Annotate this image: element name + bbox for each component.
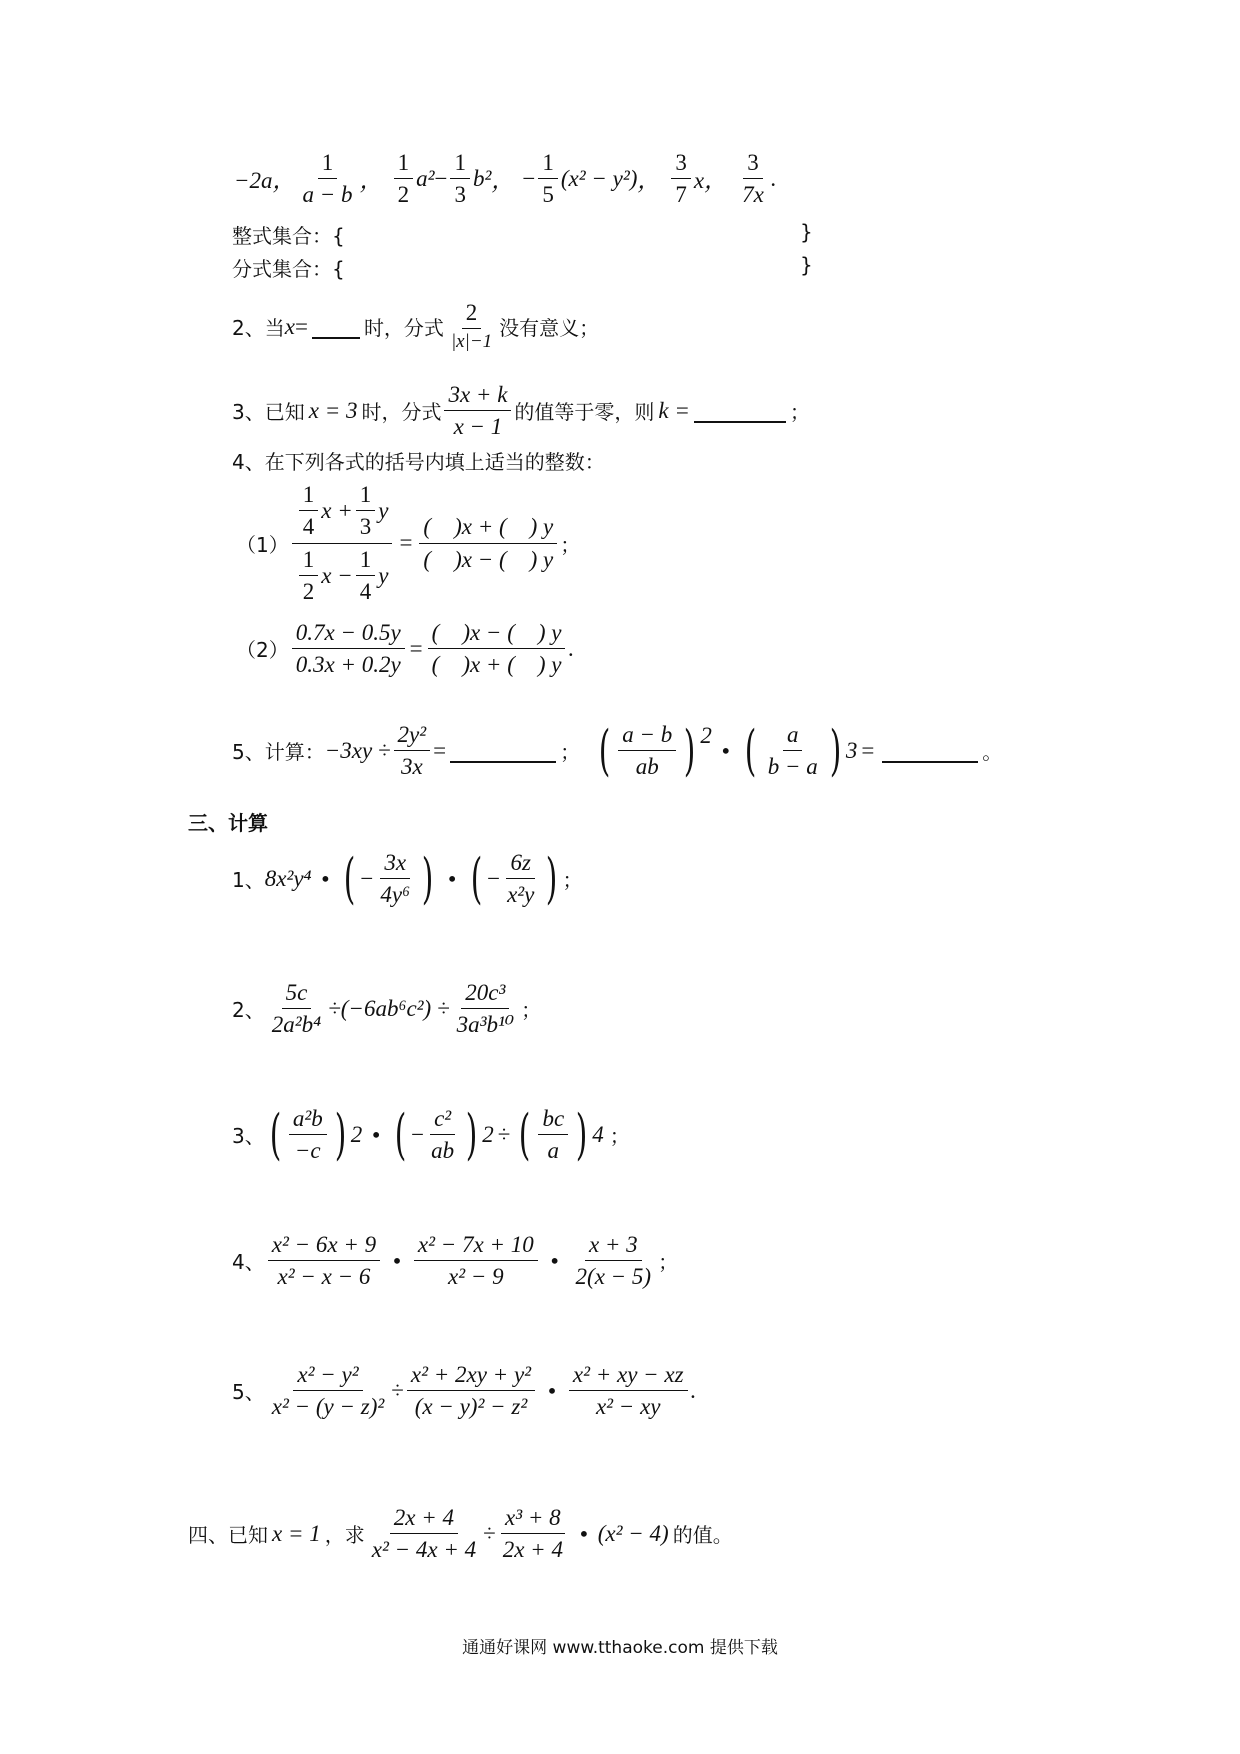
calc-4-fraction-3: $\frac{x + 3}{2(x - 5)}$ xyxy=(575,1232,652,1290)
integral-set-label: 整式集合：{ xyxy=(232,224,345,248)
sec4-fraction-2: $\frac{\text{x³ + 8}}{2x + 4}$ xyxy=(502,1505,563,1563)
answer-blank-q5a[interactable] xyxy=(450,739,556,763)
q2-fraction: $\frac{2}{|x|-1}$ xyxy=(450,300,493,353)
answer-blank-q2[interactable] xyxy=(312,315,360,339)
q1-fraction-6: $\frac{3}{7x}$ xyxy=(742,150,764,208)
integral-set-close: } xyxy=(800,220,813,244)
q1-fraction-5: $\frac{3}{7}$ xyxy=(671,150,691,208)
q1-expression-line: −2a， $\frac{1}{a - b}$ ， $\frac{1}{2}$ a² − $\frac{1}{3}$ b² ， − $\frac{1}{5}$ (x² − y²) ， $\frac{3}{7}$ x， $\frac{3}{7x}$ . xyxy=(234,150,777,208)
calc-5-fraction-2: $\frac{\text{x² + 2xy + y²}}{\text{(x − y)² − z²}}$ xyxy=(407,1362,535,1420)
calc-2: 2、 $\frac{5c}{\text{2a²b⁴}}$ ÷(−6ab⁶c²) ÷ $\frac{\text{20c³}}{\text{3a³b¹⁰}}$ ； xyxy=(232,980,542,1038)
calc-4-fraction-1: $\frac{\text{x² − 6x + 9}}{\text{x² − x − 6}}$ xyxy=(268,1232,380,1290)
q1-fraction-1: $\frac{1}{a - b}$ xyxy=(302,150,353,208)
q4-1-rhs-fraction[interactable]: $\frac{( )x + ( ) y}{( )x - ( ) y}$ xyxy=(419,514,557,572)
section-3-title: 三、计算 xyxy=(188,811,268,835)
calc-2-fraction-2: $\frac{\text{20c³}}{\text{3a³b¹⁰}}$ xyxy=(456,980,515,1038)
q4-2-lhs-fraction: $\frac{0.7x - 0.5y}{0.3x + 0.2y}$ xyxy=(292,620,405,678)
question-2: 2、当 x = 时，分式 $\frac{2}{|x|-1}$ 没有意义； xyxy=(232,300,600,353)
q5-fraction-2: $\frac{a - b}{ab}$ xyxy=(618,722,676,780)
calc-4: 4、 $\frac{\text{x² − 6x + 9}}{\text{x² − x − 6}}$ • $\frac{\text{x² − 7x + 10}}{\text{x² − 9}}$ • $\frac{x + 3}{2(x - 5)}$ ； xyxy=(232,1232,679,1290)
calc-3-fraction-3: $\frac{bc}{a}$ xyxy=(538,1106,568,1164)
calc-1-fraction-2: $\frac{6z}{\text{x²y}}$ xyxy=(507,850,535,908)
q1-term-1: −2a， xyxy=(234,168,296,194)
calc-2-fraction-1: $\frac{5c}{\text{2a²b⁴}}$ xyxy=(271,980,322,1038)
question-5: 5、计算： −3xy ÷ $\frac{\text{2y²}}{3x}$ = ； ( $\frac{a - b}{ab}$ ) 2 • ( $\frac{a}{b - a}$ ) 3 = 。 xyxy=(232,718,1003,782)
calc-1: 1、 8x²y⁴ • ( − $\frac{3x}{\text{4y⁶}}$ ) • ( − $\frac{6z}{\text{x²y}}$ ) ； xyxy=(232,846,583,910)
calc-5-fraction-1: $\frac{\text{x² − y²}}{\text{x² − (y − z)²}}$ xyxy=(271,1362,385,1420)
answer-blank-q3[interactable] xyxy=(694,399,786,423)
q4-1-complex-fraction: $\frac{1}{4}$ x + $\frac{1}{3}$ y $\frac{1}{2}$ x − $\frac{1}{4}$ y xyxy=(292,482,393,604)
q1-fraction-4: $\frac{1}{5}$ xyxy=(538,150,558,208)
footer-credit: 通通好课网 www.tthaoke.com 提供下载 xyxy=(462,1638,778,1658)
fraction-set-close: } xyxy=(800,253,813,277)
question-3: 3、已知 x = 3 时，分式 $\frac{3x + k}{x - 1}$ 的值等于零，则 k = ； xyxy=(232,382,810,440)
calc-1-fraction-1: $\frac{3x}{\text{4y⁶}}$ xyxy=(380,850,411,908)
answer-blank-q5b[interactable] xyxy=(882,739,978,763)
sec4-fraction-1: $\frac{2x + 4}{\text{x² − 4x + 4}}$ xyxy=(371,1505,477,1563)
calc-5: 5、 $\frac{\text{x² − y²}}{\text{x² − (y − z)²}}$ ÷ $\frac{\text{x² + 2xy + y²}}{\text{(x − y)² − z²}}$ • $\frac{\text{x² + xy − xz}}{\text{x² − xy}}$ . xyxy=(232,1362,697,1420)
calc-3-fraction-2: $\frac{\text{c²}}{ab}$ xyxy=(431,1106,455,1164)
question-4-part-2: （2） $\frac{0.7x - 0.5y}{0.3x + 0.2y}$ = $\frac{( )x - ( ) y}{( )x + ( ) y}$ . xyxy=(236,620,575,678)
calc-4-fraction-2: $\frac{\text{x² − 7x + 10}}{\text{x² − 9}}$ xyxy=(414,1232,538,1290)
question-4-part-1: （1） $\frac{1}{4}$ x + $\frac{1}{3}$ y $\frac{1}{2}$ x − $\frac{1}{4}$ y = $\frac{( )x + ( ) y}{( )x - ( ) y}$ ； xyxy=(236,482,581,604)
question-4-title: 4、在下列各式的括号内填上适当的整数： xyxy=(232,450,605,474)
calc-5-fraction-3: $\frac{\text{x² + xy − xz}}{\text{x² − xy}}$ xyxy=(569,1362,688,1420)
q5-fraction-3: $\frac{a}{b - a}$ xyxy=(767,722,818,780)
q1-fraction-2: $\frac{1}{2}$ xyxy=(394,150,414,208)
fraction-set-label: 分式集合：{ xyxy=(232,257,345,281)
section-4: 四、已知 x = 1 ，求 $\frac{2x + 4}{\text{x² − 4x + 4}}$ ÷ $\frac{\text{x³ + 8}}{2x + 4}$ • (x² − 4) 的值。 xyxy=(188,1505,733,1563)
q3-fraction: $\frac{3x + k}{x - 1}$ xyxy=(444,382,511,440)
calc-3-fraction-1: $\frac{\text{a²b}}{-c}$ xyxy=(289,1106,327,1164)
calc-3: 3、 ( $\frac{\text{a²b}}{-c}$ ) 2 • ( − $\frac{\text{c²}}{ab}$ ) 2 ÷ ( $\frac{bc}{a}$ ) 4 ； xyxy=(232,1102,630,1166)
q4-2-rhs-fraction[interactable]: $\frac{( )x - ( ) y}{( )x + ( ) y}$ xyxy=(428,620,566,678)
q1-fraction-3: $\frac{1}{3}$ xyxy=(450,150,470,208)
q5-fraction-1: $\frac{\text{2y²}}{3x}$ xyxy=(394,722,431,780)
